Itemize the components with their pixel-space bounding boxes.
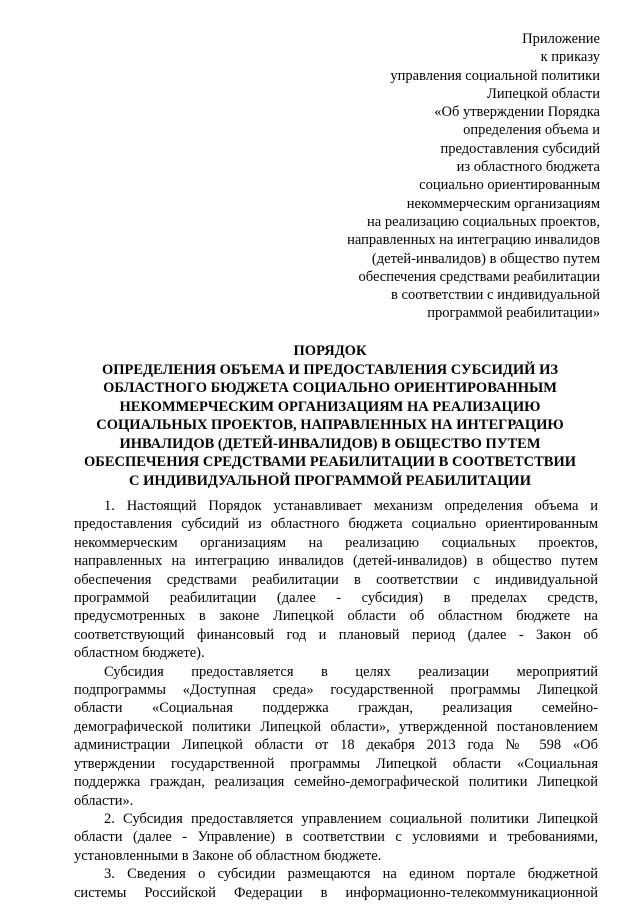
paragraph-line: 3. Сведения о субсидии размещаются на едином портале бюджетной xyxy=(104,866,598,883)
paragraph-line: администрации Липецкой области от 18 декабря 2013 года № 598 «Об xyxy=(74,737,598,754)
appendix-line: социально ориентированным xyxy=(419,177,600,194)
appendix-line: предоставления субсидий xyxy=(440,140,600,157)
paragraph xyxy=(74,810,598,865)
title-line: СОЦИАЛЬНЫХ ПРОЕКТОВ, НАПРАВЛЕННЫХ НА ИНТЕГРАЦИЮ xyxy=(96,417,564,433)
appendix-line: некоммерческим организациям xyxy=(406,195,600,212)
appendix-line: в соответствии с индивидуальной xyxy=(391,287,600,304)
paragraph-line: предоставления субсидий из областного бюджета социально ориентированным xyxy=(74,516,598,533)
title-line: ИНВАЛИДОВ (ДЕТЕЙ-ИНВАЛИДОВ) В ОБЩЕСТВО ПУТЕМ xyxy=(119,435,541,452)
paragraph xyxy=(74,663,598,810)
appendix-line: программой реабилитации» xyxy=(427,305,600,322)
paragraph-line: утверждении государственной программы Липецкой области «Социальная xyxy=(74,755,598,772)
appendix-line: определения объема и xyxy=(463,122,600,139)
paragraph-line: Субсидия предоставляется в целях реализации мероприятий xyxy=(104,663,598,680)
appendix-line: (детей-инвалидов) в общество путем xyxy=(371,250,600,267)
paragraph-line: области (далее - Управление) в соответствии с условиями и требованиями, xyxy=(74,829,598,846)
paragraph-line: 1. Настоящий Порядок устанавливает механизм определения объема и xyxy=(104,498,598,514)
paragraph xyxy=(74,497,598,663)
appendix-line: управления социальной политики xyxy=(390,67,600,84)
appendix-block xyxy=(280,30,600,323)
document-body xyxy=(74,497,598,902)
appendix-line: на реализацию социальных проектов, xyxy=(367,213,600,230)
paragraph-line: системы Российской Федерации в информационно-телекоммуникационной xyxy=(74,884,598,901)
title-heading: ПОРЯДОК xyxy=(293,343,367,359)
paragraph-line: демографической политики Липецкой области», утвержденной постановлением xyxy=(74,718,598,735)
paragraph-line: подпрограммы «Доступная среда» государственной программы Липецкой xyxy=(74,682,598,699)
title-line: ОБЛАСТНОГО БЮДЖЕТА СОЦИАЛЬНО ОРИЕНТИРОВАННЫМ xyxy=(103,380,557,396)
paragraph-line: соответствующий финансовый год и плановый период (далее - Закон об xyxy=(74,626,598,643)
appendix-line: обеспечения средствами реабилитации xyxy=(358,268,600,285)
paragraph-line: 2. Субсидия предоставляется управлением социальной политики Липецкой xyxy=(104,810,598,827)
appendix-line: «Об утверждении Порядка xyxy=(434,104,600,121)
paragraph-line: программой реабилитации (далее - субсидия) в пределах средств, xyxy=(74,590,598,607)
appendix-line: к приказу xyxy=(540,49,600,66)
document-title xyxy=(60,342,600,490)
paragraph-line: предусмотренных в законе Липецкой области об областном бюджете на xyxy=(74,608,598,625)
paragraph-line: некоммерческим организациям на реализацию социальных проектов, xyxy=(74,534,598,551)
paragraph-line: области «Социальная поддержка граждан, реализация семейно- xyxy=(74,700,598,717)
title-line: С ИНДИВИДУАЛЬНОЙ ПРОГРАММОЙ РЕАБИЛИТАЦИИ xyxy=(129,472,531,489)
title-line: ОПРЕДЕЛЕНИЯ ОБЪЕМА И ПРЕДОСТАВЛЕНИЯ СУБСИДИЙ ИЗ xyxy=(101,361,559,378)
appendix-line: Липецкой области xyxy=(487,85,600,102)
paragraph-line: поддержка граждан, реализация семейно-демографической политики Липецкой xyxy=(74,774,598,791)
paragraph xyxy=(74,865,598,902)
paragraph-line: области». xyxy=(74,792,134,809)
paragraph-line: областном бюджете). xyxy=(74,645,205,662)
title-line: ОБЕСПЕЧЕНИЯ СРЕДСТВАМИ РЕАБИЛИТАЦИИ В СООТВЕТСТВИИ xyxy=(83,454,577,470)
appendix-line: Приложение xyxy=(522,31,600,47)
appendix-line: из областного бюджета xyxy=(456,159,600,176)
paragraph-line: направленных на интеграцию инвалидов (детей-инвалидов) в общество путем xyxy=(74,553,598,570)
title-line: НЕКОММЕРЧЕСКИМ ОРГАНИЗАЦИЯМ НА РЕАЛИЗАЦИЮ xyxy=(119,398,541,415)
appendix-line: направленных на интеграцию инвалидов xyxy=(347,232,600,249)
paragraph-line: установленными в Законе об областном бюджете. xyxy=(74,847,382,864)
paragraph-line: обеспечения средствами реабилитации в соответствии с индивидуальной xyxy=(74,571,598,588)
